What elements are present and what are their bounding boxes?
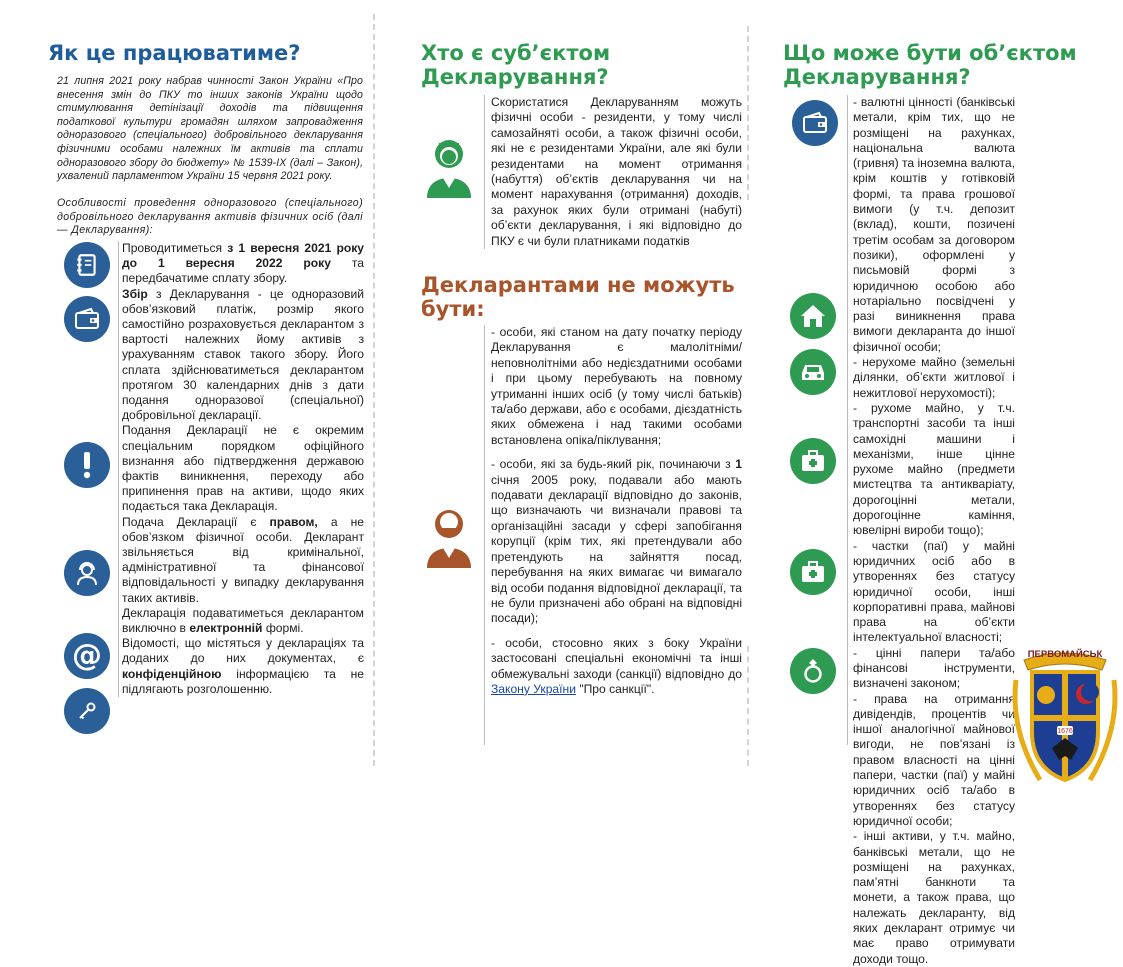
wallet-icon (64, 296, 110, 342)
heading-objects: Що може бути об’єктом Декларування? (783, 41, 1077, 89)
emblem-year: 1676 (1057, 728, 1073, 735)
briefcase-icon (790, 549, 836, 595)
notebook-icon (64, 242, 110, 288)
at-sign-icon: @ (64, 633, 110, 679)
heading-who-is-subject: Хто є суб’єктом Декларування? (421, 41, 611, 89)
submission-paragraph: Подання Декларації не є окремим спеціальним порядком офіційного визнання або підтвердження державою фактів виникнення, переходу або припинення прав на активи, щодо яких подається така Декларація. (122, 423, 364, 514)
briefcase-icon (790, 438, 836, 484)
wallet-icon (792, 100, 838, 146)
right-paragraph: Подача Декларації є правом, а не обов’язком фізичної особи. Декларант звільняється від кримінальної, адміністративної та фінансової відповідальності у випадку декларування таких активів. (122, 514, 364, 605)
intro-text: 21 липня 2021 року набрав чинності Закон України «Про внесення змін до ПКУ то інших законів України щодо стимулювання детінізації доходів та підвищення податкової культури громадян шляхом запровадження одноразового (спеціального) добровільного декларування фізичними особами належних їм активів та сплати одноразового збору до бюджету» № 1539-IX (далі – Закон), ухвалений парламентом України 15 червня 2021 року. (57, 75, 363, 183)
who-subject-text: Скористатися Декларуванням можуть фізичні особи - резиденти, у тому числі самозайняті особи, а також фізичні особи, які не є резидентами України, але які були резидентами на момент отримання (набуття) об’єктів декларування чи на момент нарахування (отримання) доходів, за рахунок яких були отримані (набуті) об’єкти декларування, і які відповідно до ПКУ є чи були платниками податків (484, 95, 742, 249)
city-emblem (1010, 640, 1120, 790)
sanctions-law-link[interactable]: Закону України (491, 681, 576, 696)
electronic-paragraph: Декларація подаватиметься декларантом виключно в електронній формі. (122, 605, 364, 636)
column-divider (747, 646, 749, 766)
list-item: - нерухоме майно (земельні ділянки, об’єкти житлової і нежитлової нерухомості); (853, 355, 1015, 400)
fee-paragraph: Збір з Декларування - це одноразовий обов’язковий платіж, розмір якого самостійно розраховується декларантом з вартості належних йому активів з урахуванням ставок такого збору. Його сплата здійснюватиметься декларантом протягом 30 календарних днів з дати подання одноразової (спеціальної) добровільної декларації. (122, 286, 364, 423)
list-item: - особи, стосовно яких з боку України застосовані спеціальні економічні та інші обмежувальні заходи (санкції) відповідно до Закону України "Про санкції". (491, 635, 742, 696)
list-item: - права на отримання дивідендів, процентів чи іншої аналогічної майнової вигоди, не пов’язані із правом власності на цінні папери, частки (паї) у майні юридичних осіб та/або в утвореннях без статусу юридичної особи; (853, 691, 1015, 828)
ring-icon (790, 648, 836, 694)
column1-body (118, 241, 364, 697)
heading-cannot-be-declarants: Декларантами не можуть бути: (421, 273, 735, 321)
intro-features-text: Особливості проведення одноразового (спеціального) добровільного декларування активів фізичних осіб (далі — Декларування): (57, 197, 363, 237)
person-icon (419, 130, 479, 200)
exclamation-icon (64, 442, 110, 488)
non-declarants-list (484, 325, 742, 745)
column-divider (747, 26, 749, 200)
column-divider (373, 14, 375, 766)
objects-list (847, 95, 1015, 966)
list-item: - інші активи, у т.ч. майно, банківські метали, що не розміщені на рахунках, пам’ятні банкноти та монети, а також права, що належать декларанту, від яких декларант отримує чи має право отримувати доходи тощо. (853, 829, 1015, 966)
period-paragraph: Проводитиметься з 1 вересня 2021 року до 1 вересня 2022 року та передбачатиме сплату збору. (122, 241, 364, 286)
car-icon (790, 349, 836, 395)
list-item: - частки (паї) у майні юридичних осіб або в утвореннях без статусу юридичної особи, інші корпоративні права, майнові права на об’єкти інтелектуальної власності; (853, 538, 1015, 645)
confidential-paragraph: Відомості, що містяться у деклараціях та доданих до них документах, є конфіденційною інформацією та не підлягають розголошенню. (122, 636, 364, 696)
list-item: - цінні папери та/або фінансові інструменти, визначені законом; (853, 645, 1015, 691)
bearded-person-icon (419, 500, 479, 570)
list-item: - рухоме майно, у т.ч. транспортні засоби та інші самохідні машини і механізми, інше цінне рухоме майно (предмети мистецтва та антикваріату, дорогоцінні метали, дорогоцінне каміння, ювелірні вироби тощо); (853, 400, 1015, 538)
emblem-city-name: ПЕРВОМАЙСЬК (1027, 649, 1103, 660)
heading-how-it-works: Як це працюватиме? (48, 41, 301, 65)
list-item: - особи, які за будь-який рік, починаючи з 1 січня 2005 року, подавали або мають подавати декларації відповідно до законів, що визначають чи визначали правові та організаційні засади у сфері запобігання корупції (крім тих, які претендували або претендують на зайняття посад, перебування на яких вимагає чи вимагало від особи подання відповідної декларації, та не були призначені або обрані на відповідні посади); (491, 457, 742, 626)
key-icon (64, 688, 110, 734)
list-item: - особи, які станом на дату початку періоду Декларування є малолітніми/ неповнолітніми або недієздатними особами і при цьому перебувають на повному утриманні інших осіб (у тому числі батьків) та/або держави, або є особами, дієздатність яких обмежена і над такими особами встановлена опіка/піклування; (491, 325, 742, 447)
user-headset-icon (64, 550, 110, 596)
list-item: - валютні цінності (банківські метали, крім тих, що не розміщені на рахунках, національна валюта (гривня) та іноземна валюта, крім коштів у готівковій формі, та права грошової вимоги (у т.ч. депозит (вклад), кошти, позичені третім особам за договором позики), оформлені у письмовій формі з юридичною особою або нотаріально посвідчені у разі виникнення права вимоги декларанта до іншої фізичної особи; (853, 95, 1015, 354)
house-icon (790, 293, 836, 339)
